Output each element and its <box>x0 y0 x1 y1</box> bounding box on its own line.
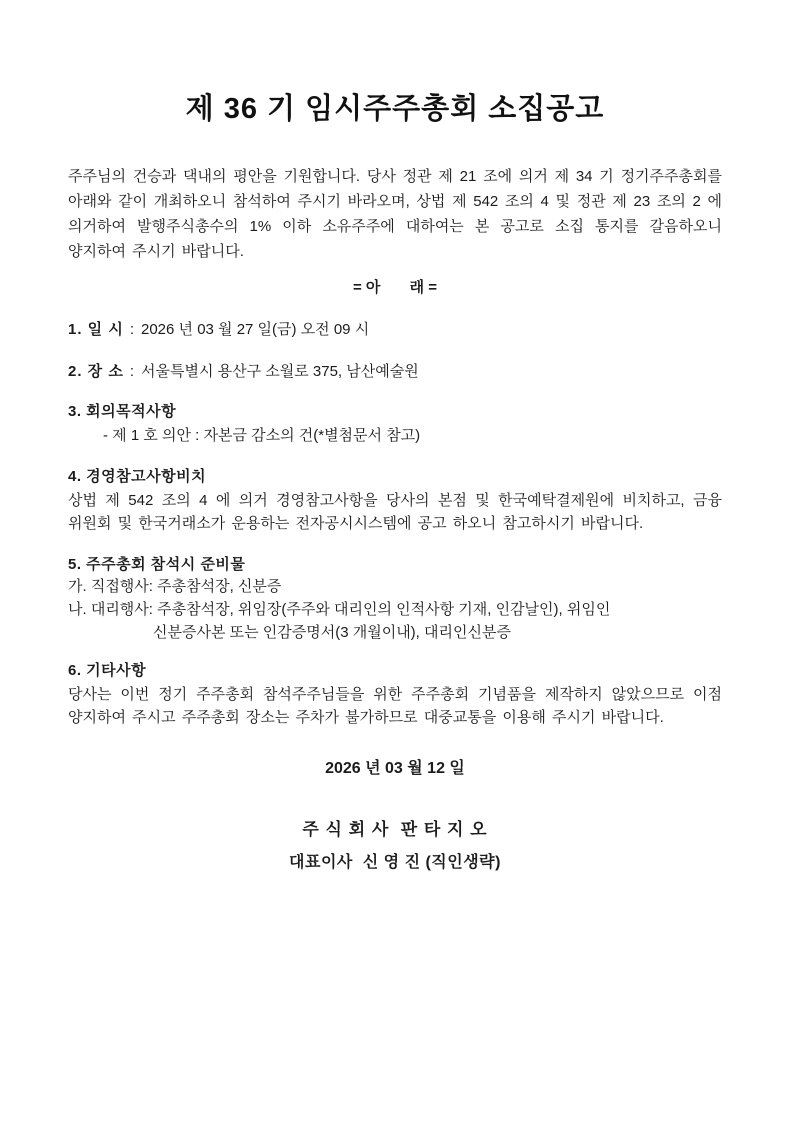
ceo-signature-line: 대표이사 신 영 진 (직인생략) <box>289 854 501 871</box>
misc-body: 당사는 이번 정기 주주총회 참석주주님들을 위한 주주총회 기념품을 제작하지 않았으므로 이점 양지하여 주시고 주주총회 장소는 주차가 불가하므로 대중교통을 이용해 주시기 바랍니다. <box>68 686 722 726</box>
intro-paragraph: 주주님의 건승과 댁내의 평안을 기원합니다. 당사 정관 제 21 조에 의거 제 34 기 정기주주총회를 아래와 같이 개최하오니 참석하여 주시기 바라오며, 상법 제 542 조의 4 및 정관 제 23 조의 2 에 의거하여 발행주식총수의 1% 이하 소유주주에 대하여는 본 공고로 소집 통지를 갈음하오니 양지하여 주시기 바랍니다. <box>68 168 722 260</box>
agenda-item-1: - 제 1 호 의안 : 자본금 감소의 건(*별첨문서 참고) <box>103 427 421 444</box>
preparation-direct-line: 가. 직접행사: 주총참석장, 신분증 <box>68 578 282 595</box>
section-misc <box>68 660 722 729</box>
section-reference-materials <box>68 466 722 535</box>
meeting-venue-row <box>68 362 722 382</box>
meeting-datetime-label: 1. 일 시 <box>68 321 124 338</box>
reference-body: 상법 제 542 조의 4 에 의거 경영참고사항을 당사의 본점 및 한국예탁결제원에 비치하고, 금융 위원회 및 한국거래소가 운용하는 전자공시시스템에 공고 하오니 참고하시기 바랍니다. <box>68 492 722 532</box>
meeting-venue-separator: : <box>129 363 134 380</box>
preparation-proxy-continuation-line: 신분증사본 또는 인감증명서(3 개월이내), 대리인신분증 <box>153 624 511 641</box>
section-preparation <box>68 554 722 644</box>
preparation-proxy-line: 나. 대리행사: 주총참석장, 위임장(주주와 대리인의 인적사항 기재, 인감날인), 위임인 <box>68 601 611 618</box>
announcement-date: 2026 년 03 월 12 일 <box>325 760 465 777</box>
meeting-venue-value: 서울특별시 용산구 소월로 375, 남산예술원 <box>141 363 419 380</box>
meeting-datetime-row <box>68 320 722 340</box>
agenda-heading: 3. 회의목적사항 <box>68 403 177 420</box>
reference-heading: 4. 경영참고사항비치 <box>68 468 207 485</box>
document-title: 제 36 기 임시주주총회 소집공고 <box>185 93 605 125</box>
preparation-heading: 5. 주주총회 참석시 준비물 <box>68 556 246 573</box>
company-name: 주 식 회 사 판 타 지 오 <box>302 820 488 839</box>
meeting-datetime-value: 2026 년 03 월 27 일(금) 오전 09 시 <box>141 321 370 338</box>
below-divider: = 아 래 = <box>352 279 437 296</box>
meeting-datetime-separator: : <box>129 321 134 338</box>
section-agenda <box>68 401 722 447</box>
misc-heading: 6. 기타사항 <box>68 662 147 679</box>
meeting-venue-label: 2. 장 소 <box>68 363 124 380</box>
